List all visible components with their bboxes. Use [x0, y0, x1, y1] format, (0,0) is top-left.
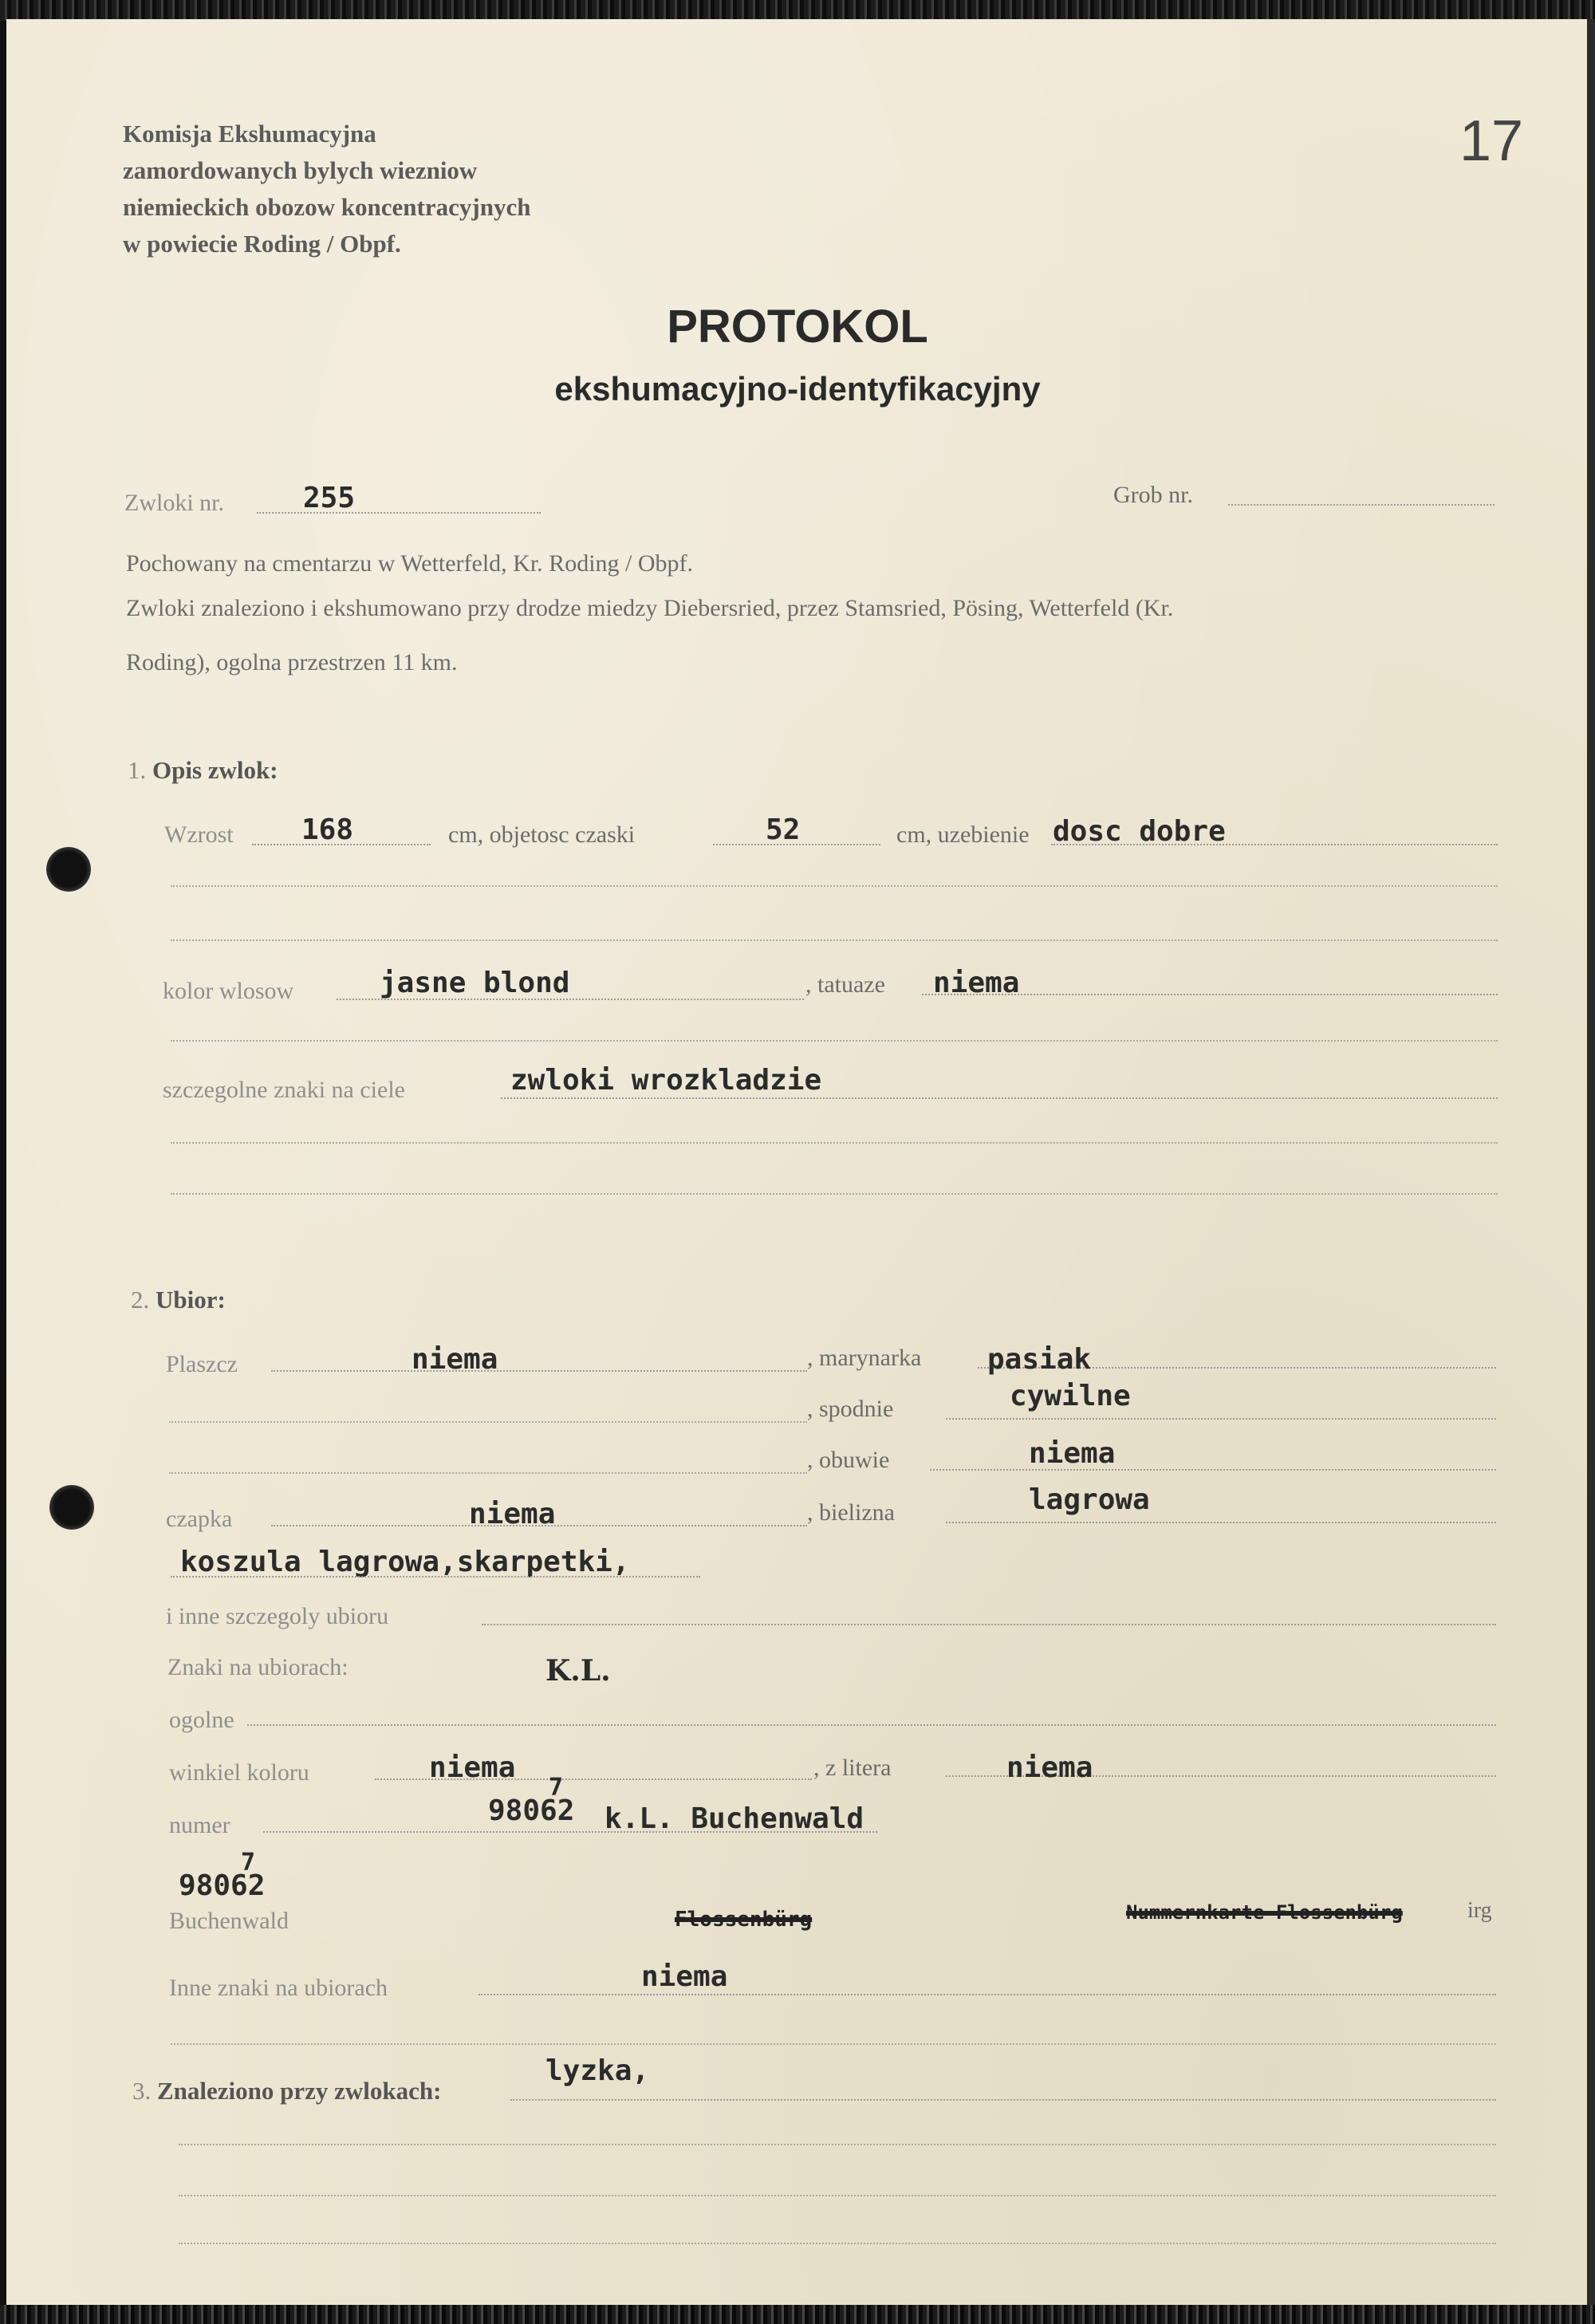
kolor-value: jasne blond — [380, 967, 570, 999]
section-1-heading — [128, 756, 278, 785]
blank-line — [169, 1421, 807, 1423]
blank-line — [179, 2144, 1496, 2145]
blank-line — [171, 939, 1498, 941]
header-line-4: w powiecie Roding / Obpf. — [123, 230, 401, 258]
litera-label: , z litera — [813, 1755, 892, 1781]
blank-line — [169, 1472, 807, 1474]
czapka-value: niema — [469, 1498, 556, 1530]
zwloki-label: Zwloki nr. — [124, 490, 224, 516]
ogolne-dotline — [247, 1724, 1496, 1726]
flossenburg-struck: Flossenbürg — [675, 1908, 813, 1932]
plaszcz-label: Plaszcz — [166, 1351, 238, 1377]
spodnie-value: cywilne — [1010, 1380, 1131, 1412]
objetosc-label: cm, objetosc czaski — [448, 821, 636, 848]
zwloki-dotline — [257, 512, 541, 514]
inne-znaki-value: niema — [641, 1960, 728, 1993]
wzrost-label: Wzrost — [164, 821, 234, 848]
numer-value: 98062 — [488, 1794, 575, 1827]
zwloki-value: 255 — [303, 482, 356, 514]
document-page — [6, 19, 1587, 2306]
section-3-number: 3. — [132, 2077, 152, 2105]
header-line-1: Komisja Ekshumacyjna — [123, 120, 376, 148]
znaleziono-line-2: Roding), ogolna przestrzen 11 km. — [126, 649, 458, 676]
inne-szczegoly-dotline — [482, 1624, 1496, 1625]
uzebienie-value: dosc dobre — [1053, 815, 1226, 848]
obuwie-label: , obuwie — [807, 1447, 890, 1473]
znaki-ubior-label: Znaki na ubiorach: — [167, 1654, 349, 1680]
blank-line — [171, 1193, 1498, 1195]
koszula-value: koszula lagrowa,skarpetki, — [180, 1546, 630, 1578]
scan-right-edge — [1587, 19, 1595, 2306]
section-3-dotline — [510, 2099, 1496, 2101]
winkiel-label: winkiel koloru — [169, 1759, 309, 1786]
obuwie-value: niema — [1029, 1437, 1116, 1470]
tatuaze-label: , tatuaze — [805, 971, 885, 998]
grob-dotline — [1228, 504, 1495, 506]
right-tail-text: irg — [1467, 1898, 1492, 1923]
page-number: 17 — [1459, 109, 1524, 173]
header-line-2: zamordowanych bylych wiezniow — [123, 156, 478, 184]
znaki-ciele-value: zwloki wrozkladzie — [510, 1064, 822, 1097]
section-2-title: Ubior: — [156, 1286, 226, 1314]
scan-bottom-strip — [0, 2305, 1595, 2324]
blank-line — [171, 885, 1498, 887]
stamp-number: 98062 — [179, 1869, 266, 1902]
document-title: PROTOKOL — [667, 301, 928, 353]
punch-hole-upper — [46, 847, 91, 892]
inne-znaki-dotline — [478, 1994, 1496, 1995]
grob-label: Grob nr. — [1113, 482, 1193, 508]
plaszcz-dotline — [271, 1370, 807, 1372]
blank-line — [179, 2243, 1496, 2244]
section-2-heading — [131, 1286, 226, 1314]
bielizna-dotline — [946, 1522, 1496, 1523]
plaszcz-value: niema — [412, 1343, 498, 1376]
bielizna-label: , bielizna — [807, 1499, 895, 1526]
section-3-title: Znaleziono przy zwlokach: — [157, 2077, 442, 2105]
inne-znaki-label: Inne znaki na ubiorach — [169, 1975, 388, 2001]
znaki-ciele-dotline — [501, 1097, 1498, 1099]
section-1-number: 1. — [128, 756, 147, 784]
stamp-number-correction: 7 — [241, 1849, 256, 1877]
punch-hole-lower — [49, 1485, 94, 1530]
section-3-heading — [132, 2077, 442, 2105]
document-subtitle: ekshumacyjno-identyfikacyjny — [554, 370, 1041, 408]
scan-top-strip — [0, 0, 1595, 21]
litera-value: niema — [1006, 1751, 1093, 1784]
kolor-label: kolor wlosow — [163, 978, 294, 1004]
marynarka-label: , marynarka — [807, 1345, 922, 1371]
ogolne-label: ogolne — [169, 1707, 234, 1733]
bielizna-value: lagrowa — [1029, 1483, 1150, 1516]
inne-szczegoly-label: i inne szczegoly ubioru — [166, 1603, 389, 1629]
wzrost-value: 168 — [301, 813, 354, 846]
section-2-number: 2. — [131, 1286, 150, 1314]
koszula-dotline — [171, 1576, 700, 1578]
blank-line — [171, 1040, 1498, 1042]
pochowany-text: Pochowany na cmentarzu w Wetterfeld, Kr. Roding / Obpf. — [126, 550, 694, 577]
tatuaze-value: niema — [933, 967, 1020, 999]
znaleziono-line-1: Zwloki znaleziono i ekshumowano przy drodze miedzy Diebersried, przez Stamsried, Pösing, Wetterfeld (Kr. — [126, 595, 1174, 621]
czaszka-value: 52 — [766, 813, 801, 846]
spodnie-dotline — [946, 1418, 1496, 1420]
winkiel-value: niema — [429, 1751, 516, 1784]
right-struck-text: Nummernkarte Flossenbürg — [1126, 1901, 1403, 1924]
uzebienie-label: cm, uzebienie — [896, 821, 1030, 848]
blank-line — [171, 1142, 1498, 1144]
blank-line — [171, 2043, 1496, 2045]
buchenwald-label: Buchenwald — [169, 1908, 289, 1934]
section-3-value: lyzka, — [545, 2054, 650, 2087]
numer-label: numer — [169, 1812, 230, 1838]
marynarka-value: pasiak — [987, 1343, 1092, 1376]
blank-line — [179, 2195, 1496, 2196]
obuwie-dotline — [930, 1469, 1496, 1471]
section-1-title: Opis zwlok: — [152, 756, 278, 784]
znaki-ubior-value: K.L. — [545, 1654, 611, 1688]
spodnie-label: , spodnie — [807, 1396, 894, 1422]
header-line-3: niemieckich obozow koncentracyjnych — [123, 193, 531, 221]
numer-camp: k.L. Buchenwald — [605, 1802, 864, 1835]
znaki-ciele-label: szczegolne znaki na ciele — [163, 1077, 405, 1103]
numer-correction: 7 — [549, 1774, 564, 1802]
czapka-label: czapka — [166, 1506, 233, 1532]
